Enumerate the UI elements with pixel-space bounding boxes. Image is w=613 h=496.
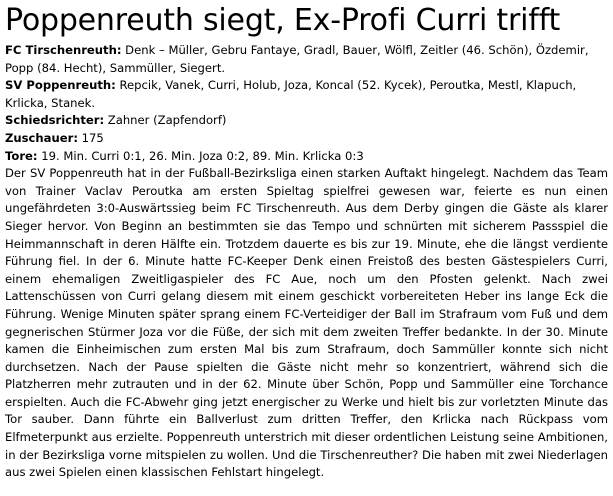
match-facts (5, 42, 608, 165)
goals-label: Tore: (5, 148, 38, 163)
goals-text: 19. Min. Curri 0:1, 26. Min. Joza 0:2, 89. Min. Krlicka 0:3 (37, 148, 364, 163)
spectators-label: Zuschauer: (5, 130, 78, 145)
lineup-away-text: Repcik, Vanek, Curri, Holub, Joza, Koncal (52. Kycek), Peroutka, Mestl, Klapuch, Krlicka, Stanek. (5, 78, 577, 110)
article-body: Der SV Poppenreuth hat in der Fußball-Bezirksliga einen starken Auftakt hingelegt. Nachdem das Team von Trainer Vaclav Peroutka am ersten Spieltag spielfrei gewesen war, feierte es nun einen ungefährdeten 3:0-Auswärtssieg beim FC Tirschenreuth. Aus dem Derby gingen die Gäste als klarer Sieger hervor. Von Beginn an bestimmten sie das Tempo und schnürten mit sicherem Passspiel die Heimmannschaft in deren Hälfte ein. Trotzdem dauerte es bis zur 19. Minute, ehe die längst verdiente Führung fiel. In der 6. Minute hatte FC-Keeper Denk einen Freistoß des besten Gästespielers Curri, einem ehemaligen Zweitligaspieler des FC Aue, noch um den Pfosten gelenkt. Nach zwei Lattenschüssen von Curri gelang diesem mit einem geschickt vorbereiteten Heber ins lange Eck die Führung. Wenige Minuten später sprang einem FC-Verteidiger der Ball im Strafraum vom Fuß und dem gegnerischen Stürmer Joza vor die Füße, der sich mit dem zweiten Treffer bedankte. In der 30. Minute kamen die Einheimischen zum ersten Mal bis zum Strafraum, doch Sammüller konnte sich nicht durchsetzen. Nach der Pause spielten die Gäste nicht mehr so konzentriert, während sich die Platzherren mehr zutrauten und in der 62. Minute über Schön, Popp und Sammüller eine Torchance erspielten. Auch die FC-Abwehr ging jetzt energischer zu Werke und hielt bis zur vorletzten Minute das Tor sauber. Dann führte ein Ballverlust zum dritten Treffer, den Krlicka nach Rückpass vom Elfmeterpunkt aus erzielte. Poppenreuth unterstrich mit dieser ordentlichen Leistung seine Ambitionen, in der Bezirksliga vorne mitspielen zu wollen. Und die Tirschenreuther? Die haben mit zwei Niederlagen aus zwei Spielen einen klassischen Fehlstart hingelegt. (5, 166, 608, 480)
lineup-home-text: Denk – Müller, Gebru Fantaye, Gradl, Bauer, Wölfl, Zeitler (46. Schön), Özdemir, Popp (84. Hecht), Sammüller, Siegert. (5, 43, 589, 75)
headline: Poppenreuth siegt, Ex-Profi Curri trifft (5, 3, 561, 38)
referee-label: Schiedsrichter: (5, 113, 105, 128)
goals (5, 148, 608, 166)
referee-text: Zahner (Zapfendorf) (104, 113, 227, 128)
spectators-text: 175 (77, 130, 104, 145)
lineup-home-label: FC Tirschenreuth: (5, 43, 122, 57)
lineup-home (5, 42, 608, 77)
lineup-away (5, 77, 608, 112)
spectators (5, 130, 608, 148)
referee (5, 112, 608, 130)
lineup-away-label: SV Poppenreuth: (5, 78, 116, 93)
